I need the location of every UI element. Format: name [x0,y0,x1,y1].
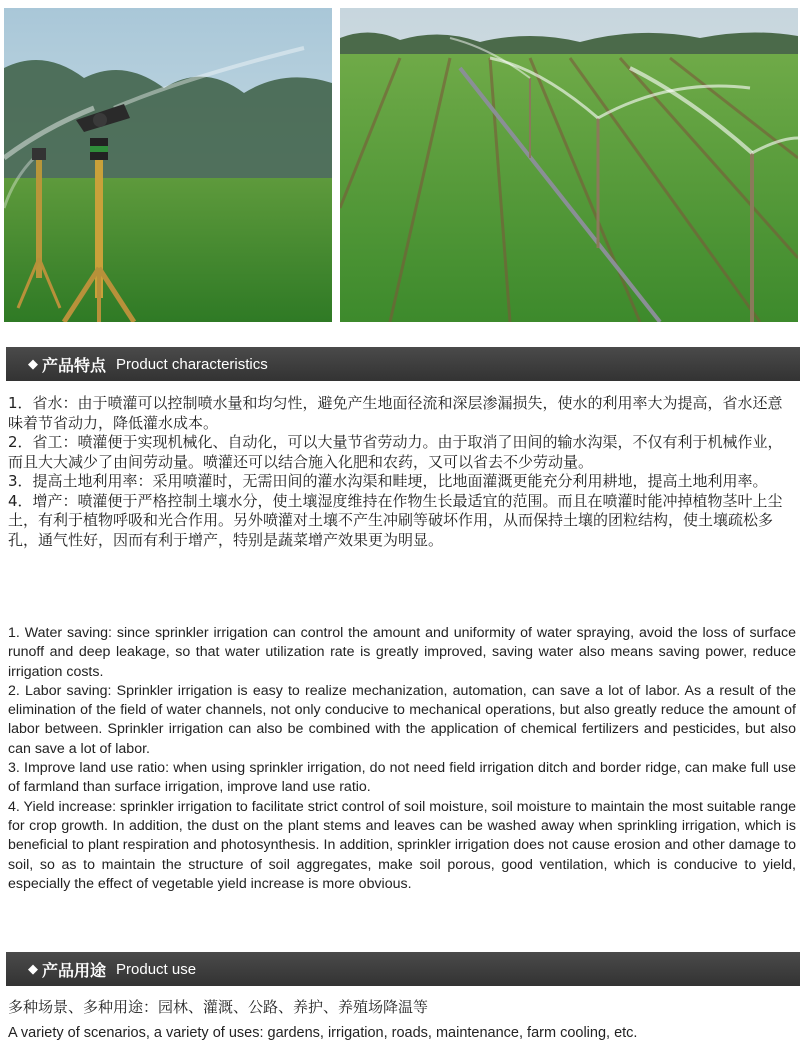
zh-item-water-saving: 1．省水：由于喷灌可以控制喷水量和均匀性，避免产生地面径流和深层渗漏损失，使水的利用率大为提高，省水还意味着节省动力，降低灌水成本。 [8,394,783,432]
zh-item-land-use: 3．提高土地利用率：采用喷灌时，无需田间的灌水沟渠和畦埂，比地面灌溉更能充分利用耕地，提高土地利用率。 [8,472,768,490]
en-item-labor-saving: 2. Labor saving: Sprinkler irrigation is easy to realize mechanization, automation, can save a lot of labor. As a result of the elimination of the field of water channels, not only conducive to mechanical operations, but also greatly reduce the amount of labor between. Sprinkler irrigation can also be combined with the application of chemical fertilizers and pesticides, but also can save a lot of labor. [8,682,796,757]
product-characteristics-header [6,347,800,381]
section-title-zh: 产品特点 [42,355,107,375]
characteristics-en-text [8,624,796,894]
section-title-en: Product use [116,960,197,978]
field-sprinkler-irrigation-photo [340,8,798,322]
zh-item-yield-increase: 4．增产：喷灌便于严格控制土壤水分，使土壤湿度维持在作物生长最适宜的范围。而且在喷灌时能冲掉植物茎叶上尘土，有利于植物呼吸和光合作用。另外喷灌对土壤不产生冲刷等破坏作用，从而保持土壤的团粒结构，使土壤疏松多孔，通气性好，因而有利于增产，特别是蔬菜增产效果更为明显。 [8,491,783,549]
product-use-header [6,952,800,986]
sprinkler-closeup-illustration [4,8,332,322]
diamond-icon: ◆ [28,961,38,977]
en-item-yield-increase: 4. Yield increase: sprinkler irrigation to facilitate strict control of soil moisture, soil moisture to maintain the most suitable range for crop growth. In addition, the dust on the plant stems and leaves can be washed away when sprinkling irrigation, which is beneficial to plant respiration and photosynthesis. In addition, sprinkler irrigation does not cause erosion and other damage to soil, so as to maintain the structure of soil aggregates, make soil porous, good ventilation, which is conducive to yield, especially the effect of vegetable yield increase is more obvious. [8,798,796,892]
zh-item-labor-saving: 2．省工：喷灌便于实现机械化、自动化，可以大量节省劳动力。由于取消了田间的输水沟渠，不仅有利于机械作业，而且大大减少了由间劳动量。喷灌还可以结合施入化肥和农药，又可以省去不少劳动量。 [8,433,783,471]
diamond-icon: ◆ [28,356,38,372]
characteristics-zh-text [8,394,796,550]
section-title-zh: 产品用途 [42,960,107,980]
field-irrigation-illustration [340,8,798,322]
section-title-en: Product characteristics [116,355,268,373]
sprinkler-closeup-photo [4,8,332,322]
product-use-zh: 多种场景、多种用途：园林、灌溉、公路、养护、养殖场降温等 [8,998,429,1016]
photo-strip [0,0,800,330]
product-use-en: A variety of scenarios, a variety of uses: gardens, irrigation, roads, maintenance, farm cooling, etc. [8,1025,638,1041]
en-item-water-saving: 1. Water saving: since sprinkler irrigation can control the amount and uniformity of water spraying, avoid the loss of surface runoff and deep leakage, so that water utilization rate is greatly improved, saving water also means saving power, reduce irrigation costs. [8,625,796,680]
en-item-land-use: 3. Improve land use ratio: when using sprinkler irrigation, do not need field irrigation ditch and border ridge, can make full use of farmland than surface irrigation, improve land use ratio. [8,760,796,796]
